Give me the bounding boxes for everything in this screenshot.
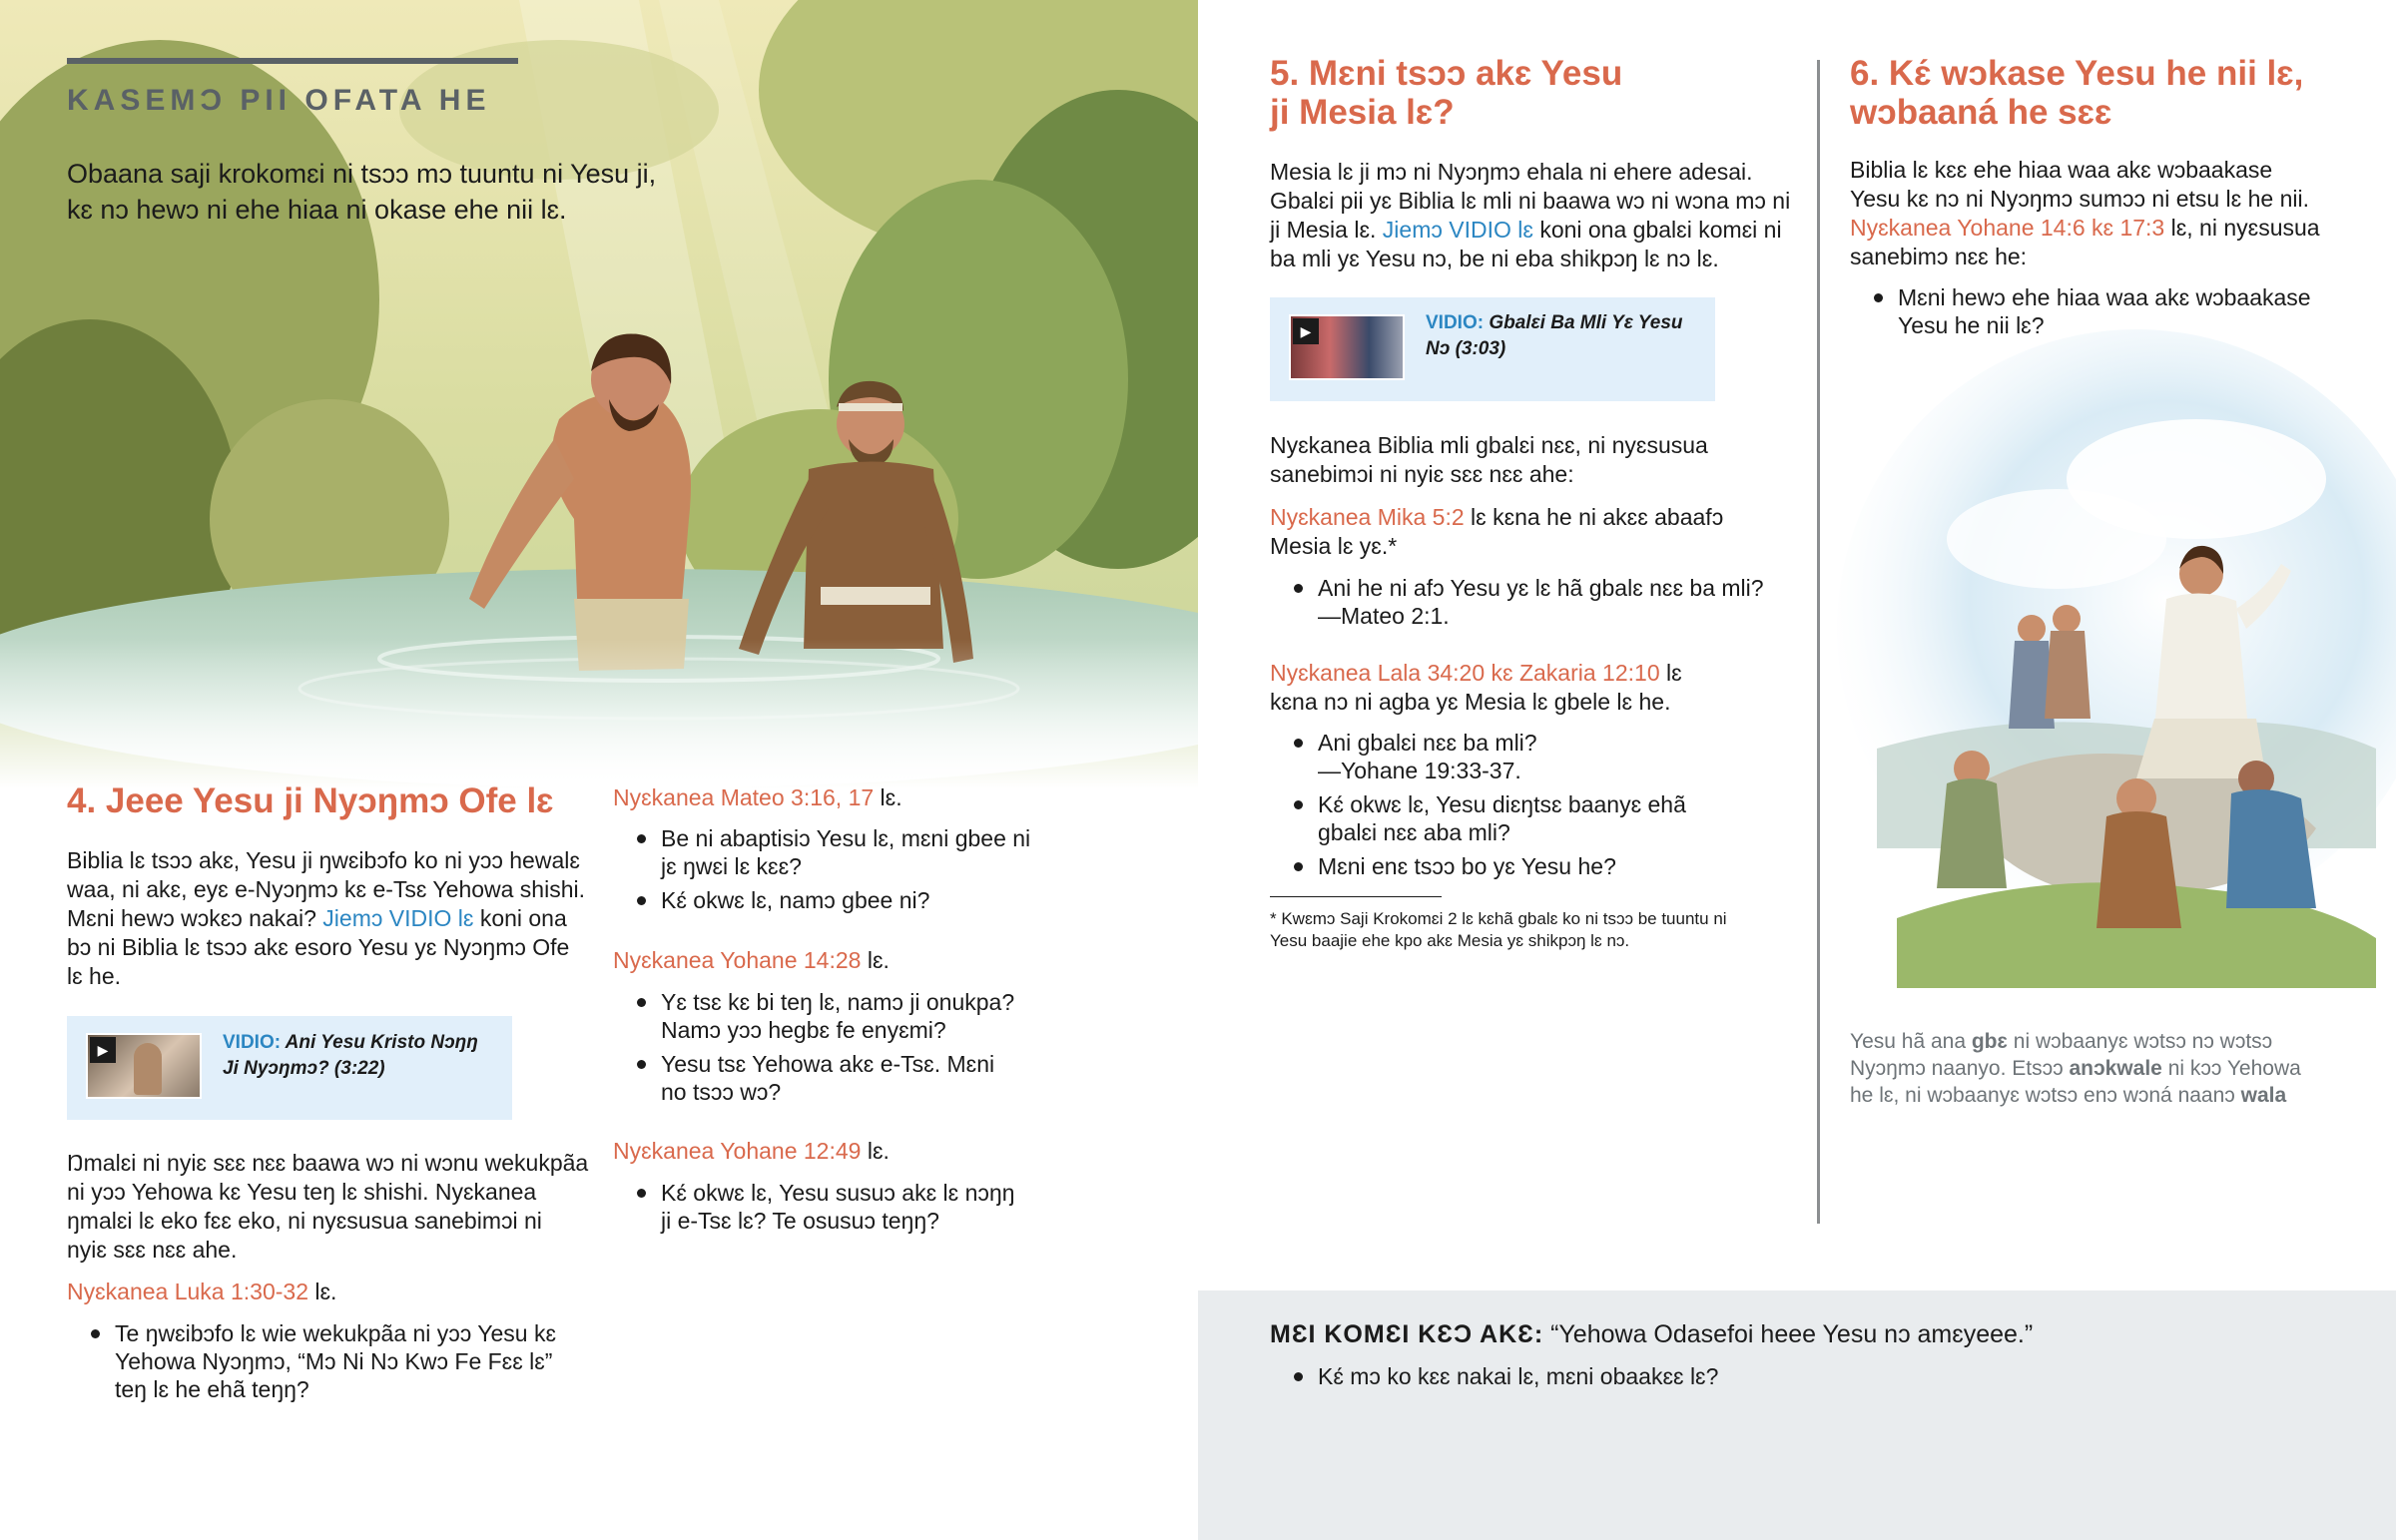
play-icon[interactable]: ▶ xyxy=(90,1037,116,1063)
section-4-paragraph-2: Ŋmalɛi ni nyiɛ sɛɛ nɛɛ baawa wɔ ni wɔnu wekukpãa ni yɔɔ Yehowa kɛ Yesu teŋ lɛ shishi. Nyɛkanea ŋmalɛi lɛ eko fɛɛ eko, ni nyɛsusua sanebimɔi ni nyiɛ sɛɛ nɛɛ ahe. xyxy=(67,1150,589,1263)
question-list-2 xyxy=(613,824,1092,920)
question-item: Kɛ́ okwɛ lɛ, Yesu diɛŋtsɛ baanyɛ ehã gbalɛi nɛɛ aba mli? xyxy=(1270,790,1829,846)
baptism-illustration xyxy=(0,0,1198,788)
section-5-paragraph-1: Mesia lɛ ji mɔ ni Nyɔŋmɔ ehala ni ehere adesai. Gbalɛi pii yɛ Biblia lɛ mli ni baawa wɔ ni wɔna mɔ ni ji Mesia lɛ. Jiemɔ VIDIO lɛ koni ona gbalɛi komɛi ni ba mli yɛ Yesu nɔ, be ni eba shikpɔŋ lɛ nɔ lɛ. xyxy=(1270,159,1791,271)
panel-question-list xyxy=(1270,1362,2168,1396)
question-item: Te ŋwɛibɔfo lɛ wie wekukpãa ni yɔɔ Yesu kɛ Yehowa Nyɔŋmɔ, “Mɔ Ni Nɔ Kwɔ Fe Fɛɛ lɛ” teŋ lɛ he ehã teŋŋ? xyxy=(67,1319,626,1403)
illustration-caption: Yesu hã ana gbɛ ni wɔbaanyɛ wɔtsɔ nɔ wɔtsɔ Nyɔŋmɔ naanyo. Etsɔɔ anɔkwale ni kɔɔ Yehowa he lɛ, ni wɔbaanyɛ wɔtsɔ enɔ wɔná naanɔ wala xyxy=(1850,1030,2301,1107)
section-5-paragraph-2: Nyɛkanea Biblia mli gbalɛi nɛɛ, ni nyɛsusua sanebimɔi ni nyiɛ sɛɛ nɛɛ ahe: xyxy=(1270,432,1708,487)
panel-quote: “Yehowa Odasefoi heee Yesu nɔ amɛyeee.” xyxy=(1550,1320,2034,1348)
scripture-ref[interactable]: Nyɛkanea Yohane 14:6 kɛ 17:3 xyxy=(1850,215,2165,241)
watch-video-link[interactable]: Jiemɔ VIDIO lɛ xyxy=(1382,217,1533,243)
question-list-5 xyxy=(1270,574,1829,636)
some-people-say-panel xyxy=(1198,1290,2396,1540)
scripture-ref[interactable]: Nyɛkanea Mika 5:2 xyxy=(1270,504,1465,530)
scripture-ref[interactable]: Nyɛkanea Mateo 3:16, 17 xyxy=(613,784,875,810)
play-icon[interactable]: ▶ xyxy=(1293,318,1319,344)
video-label: VIDIO: Gbalɛi Ba Mli Yɛ Yesu Nɔ (3:03) xyxy=(1426,312,1683,359)
teaching-scene-art xyxy=(1837,329,2396,1008)
scripture-ref[interactable]: Nyɛkanea Yohane 14:28 xyxy=(613,947,862,973)
column-divider xyxy=(1817,60,1820,1224)
kicker-rule xyxy=(67,58,518,64)
read-micah: Nyɛkanea Mika 5:2 lɛ kɛna he ni akɛɛ abaafɔ Mesia lɛ yɛ.* xyxy=(1270,504,1724,559)
video-thumbnail[interactable] xyxy=(1289,314,1405,380)
section-4-paragraph-1: Biblia lɛ tsɔɔ akɛ, Yesu ji ŋwɛibɔfo ko ni yɔɔ hewalɛ waa, ni akɛ, eyɛ e-Nyɔŋmɔ kɛ e-Tsɛ Yehowa shishi. Mɛni hewɔ wɔkɛɔ nakai? Jiemɔ VIDIO lɛ koni ona bɔ ni Biblia lɛ tsɔɔ akɛ esoro Yesu yɛ Nyɔŋmɔ Ofe lɛ he. xyxy=(67,847,586,989)
question-item: Kɛ́ mɔ ko kɛɛ nakai lɛ, mɛni obaakɛɛ lɛ? xyxy=(1270,1362,2168,1390)
question-list-6 xyxy=(1270,729,1829,886)
video-box-2[interactable] xyxy=(1270,297,1715,401)
section-kicker: KASEMƆ PII OFATA HE xyxy=(67,84,491,117)
question-list-1 xyxy=(67,1319,626,1409)
teaching-illustration xyxy=(1837,329,2396,1008)
baptism-scene-art xyxy=(0,0,1198,788)
read-psalm-zechariah: Nyɛkanea Lala 34:20 kɛ Zakaria 12:10 lɛ kɛna nɔ ni agba yɛ Mesia lɛ gbele lɛ he. xyxy=(1270,660,1682,715)
section-4-title: 4. Jeee Yesu ji Nyɔŋmɔ Ofe lɛ xyxy=(67,781,554,820)
thumbnail-figure xyxy=(134,1043,162,1095)
question-item: Kɛ́ okwɛ lɛ, namɔ gbee ni? xyxy=(613,886,1092,914)
read-matthew: Nyɛkanea Mateo 3:16, 17 lɛ. xyxy=(613,784,902,810)
question-item: Mɛni hewɔ ehe hiaa waa akɛ wɔbaakase Yesu he nii lɛ? xyxy=(1850,283,2369,339)
read-john-14-28: Nyɛkanea Yohane 14:28 lɛ. xyxy=(613,947,890,973)
read-luke: Nyɛkanea Luka 1:30-32 lɛ. xyxy=(67,1279,337,1304)
scripture-ref[interactable]: Nyɛkanea Lala 34:20 kɛ Zakaria 12:10 xyxy=(1270,660,1660,686)
video-label: VIDIO: Ani Yesu Kristo Nɔŋŋ Ji Nyɔŋmɔ? (3:22) xyxy=(223,1032,478,1079)
question-item: Ani gbalɛi nɛɛ ba mli? —Yohane 19:33-37. xyxy=(1270,729,1829,784)
section-6-title: 6. Kɛ́ wɔkase Yesu he nii lɛ, wɔbaaná he sɛɛ xyxy=(1850,54,2304,132)
video-box-1[interactable] xyxy=(67,1016,512,1120)
question-item: Yesu tsɛ Yehowa akɛ e-Tsɛ. Mɛni no tsɔɔ wɔ? xyxy=(613,1050,1092,1106)
read-john-12-49: Nyɛkanea Yohane 12:49 lɛ. xyxy=(613,1138,890,1164)
question-item: Yɛ tsɛ kɛ bi teŋ lɛ, namɔ ji onukpa? Namɔ yɔɔ hegbɛ fe enyɛmi? xyxy=(613,988,1092,1044)
question-item: Kɛ́ okwɛ lɛ, Yesu susuɔ akɛ lɛ nɔŋŋ ji e-Tsɛ lɛ? Te osusuɔ teŋŋ? xyxy=(613,1179,1092,1235)
footnote-rule xyxy=(1270,896,1442,897)
question-item: Ani he ni afɔ Yesu yɛ lɛ hã gbalɛ nɛɛ ba mli? —Mateo 2:1. xyxy=(1270,574,1829,630)
section-6-paragraph-1: Biblia lɛ kɛɛ ehe hiaa waa akɛ wɔbaakase Yesu kɛ nɔ ni Nyɔŋmɔ sumɔɔ ni etsu lɛ he nii. Nyɛkanea Yohane 14:6 kɛ 17:3 lɛ, ni nyɛsusua sanebimɔ nɛɛ he: xyxy=(1850,157,2320,269)
intro-text: Obaana saji krokomɛi ni tsɔɔ mɔ tuuntu ni Yesu ji, kɛ nɔ hewɔ ni ehe hiaa ni okase ehe nii lɛ. xyxy=(67,159,657,225)
scripture-ref[interactable]: Nyɛkanea Yohane 12:49 xyxy=(613,1138,862,1164)
panel-heading: MƐI KOMƐI KƐƆ AKƐ: xyxy=(1270,1320,1544,1348)
question-list-4 xyxy=(613,1179,1092,1241)
question-item: Be ni abaptisiɔ Yesu lɛ, mɛni gbee ni jɛ ŋwɛi lɛ kɛɛ? xyxy=(613,824,1092,880)
section-5-title: 5. Mɛni tsɔɔ akɛ Yesu ji Mesia lɛ? xyxy=(1270,54,1623,132)
footnote: * Kwɛmɔ Saji Krokomɛi 2 lɛ kɛhã gbalɛ ko ni tsɔɔ be tuuntu ni Yesu baajie ehe kpo akɛ Mesia yɛ shikpɔŋ lɛ nɔ. xyxy=(1270,909,1727,950)
question-list-3 xyxy=(613,988,1092,1112)
watch-video-link[interactable]: Jiemɔ VIDIO lɛ xyxy=(322,905,474,931)
panel-statement xyxy=(1270,1318,2033,1350)
scripture-ref[interactable]: Nyɛkanea Luka 1:30-32 xyxy=(67,1279,308,1304)
question-item: Mɛni enɛ tsɔɔ bo yɛ Yesu he? xyxy=(1270,852,1829,880)
video-thumbnail[interactable] xyxy=(86,1033,202,1099)
